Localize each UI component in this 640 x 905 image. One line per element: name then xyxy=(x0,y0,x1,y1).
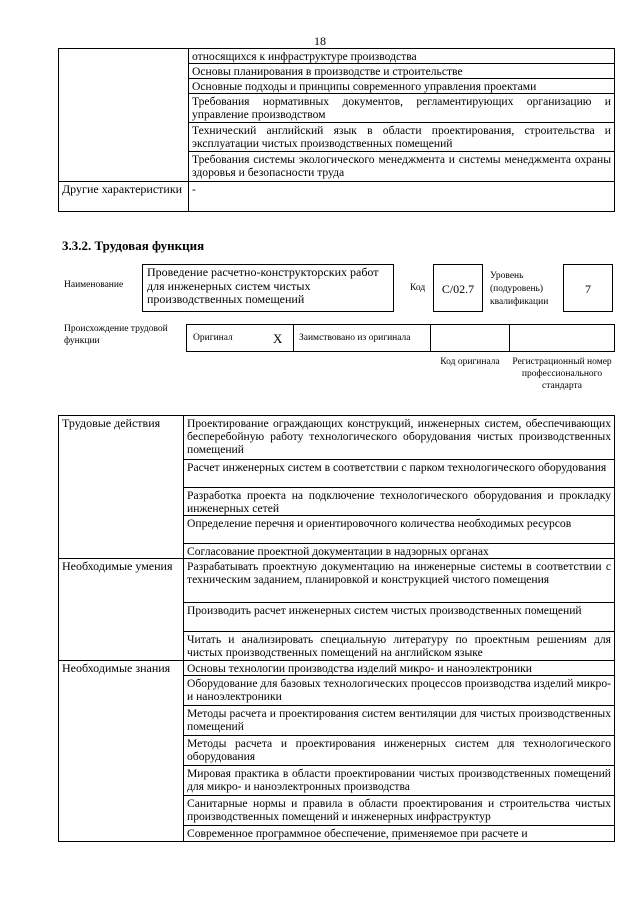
original-mark: X xyxy=(273,331,283,346)
origin-code-cell xyxy=(430,324,510,352)
knowledge-item: Технический английский язык в области проектирования, строительства и эксплуатации чистых производственных помещений xyxy=(189,123,615,152)
level-label: Уровень (подуровень) квалификации xyxy=(490,271,549,307)
original-cell xyxy=(186,324,294,352)
continued-knowledge-table xyxy=(58,48,615,212)
knowledge-item: Требования системы экологического менеджмента и системы менеджмента охраны здоровья и безопасности труда xyxy=(189,152,615,182)
borrowed-cell xyxy=(293,324,431,352)
page-number: 18 xyxy=(314,34,326,48)
skill-item: Читать и анализировать специальную литературу по проектным решениям для чистых производственных помещений на английском языке xyxy=(184,632,615,661)
function-name-box: Проведение расчетно-конструкторских работ для инженерных систем чистых производственных помещений xyxy=(142,264,394,312)
code-label: Код xyxy=(410,283,426,293)
empty-label-cell xyxy=(59,796,184,826)
empty-label-cell xyxy=(59,766,184,796)
other-characteristics-value: - xyxy=(189,182,615,212)
empty-label-cell xyxy=(59,49,189,64)
skill-item: Разрабатывать проектную документацию на инженерные системы в соответствии с техническим заданием, планировкой и конструкцией чистого помещения xyxy=(184,559,615,603)
knowledge-item: Требования нормативных документов, регламентирующих организацию и управление производством xyxy=(189,94,615,123)
knowledge-item: Основы планирования в производстве и строительстве xyxy=(189,64,615,79)
knowledge-item: относящихся к инфраструктуре производства xyxy=(189,49,615,64)
empty-label-cell xyxy=(59,603,184,632)
action-item: Расчет инженерных систем в соответствии с парком технологического оборудования xyxy=(184,460,615,488)
original-label: Оригинал xyxy=(193,333,233,343)
skills-label: Необходимые умения xyxy=(59,559,184,603)
empty-label-cell xyxy=(59,736,184,766)
knowledge-item: Методы расчета и проектирования инженерных систем для технологического оборудования xyxy=(184,736,615,766)
knowledge-item: Основные подходы и принципы современного управления проектами xyxy=(189,79,615,94)
knowledge-item: Оборудование для базовых технологических процессов производства изделий микро- и наноэлектроники xyxy=(184,676,615,706)
empty-label-cell xyxy=(59,152,189,182)
empty-label-cell xyxy=(59,544,184,559)
borrowed-label: Заимствовано из оригинала xyxy=(299,333,411,343)
knowledge-label: Необходимые знания xyxy=(59,661,184,676)
empty-label-cell xyxy=(59,79,189,94)
origin-label: Происхождение трудовой функции xyxy=(64,324,168,346)
function-code-box: C/02.7 xyxy=(433,264,483,312)
other-characteristics-label: Другие характеристики xyxy=(59,182,189,212)
empty-label-cell xyxy=(59,826,184,842)
name-label: Наименование xyxy=(64,280,124,290)
empty-label-cell xyxy=(59,516,184,544)
labor-function-table xyxy=(58,415,615,842)
empty-label-cell xyxy=(59,123,189,152)
knowledge-item: Санитарные нормы и правила в области проектирования и строительства чистых производственных помещений и инженерных инфраструктур xyxy=(184,796,615,826)
empty-label-cell xyxy=(59,706,184,736)
action-item: Разработка проекта на подключение технологического оборудования и прокладку инженерных сетей xyxy=(184,488,615,516)
knowledge-item: Современное программное обеспечение, применяемое при расчете и xyxy=(184,826,615,842)
empty-label-cell xyxy=(59,676,184,706)
skill-item: Производить расчет инженерных систем чистых производственных помещений xyxy=(184,603,615,632)
action-item: Определение перечня и ориентировочного количества необходимых ресурсов xyxy=(184,516,615,544)
empty-label-cell xyxy=(59,64,189,79)
knowledge-item: Основы технологии производства изделий микро- и наноэлектроники xyxy=(184,661,615,676)
action-item: Согласование проектной документации в надзорных органах xyxy=(184,544,615,559)
knowledge-item: Мировая практика в области проектировании чистых производственных помещений для микро- и наноэлектронных производства xyxy=(184,766,615,796)
actions-label: Трудовые действия xyxy=(59,416,184,460)
empty-label-cell xyxy=(59,460,184,488)
empty-label-cell xyxy=(59,632,184,661)
section-heading: 3.3.2. Трудовая функция xyxy=(62,238,205,253)
knowledge-item: Методы расчета и проектирования систем вентиляции для чистых производственных помещений xyxy=(184,706,615,736)
empty-label-cell xyxy=(59,488,184,516)
empty-label-cell xyxy=(59,94,189,123)
code-caption: Код оригинала xyxy=(440,357,500,367)
origin-reg-number-cell xyxy=(509,324,615,352)
function-level-box: 7 xyxy=(563,264,613,312)
reg-number-caption: Регистрационный номер профессионального стандарта xyxy=(512,357,612,391)
action-item: Проектирование ограждающих конструкций, инженерных систем, обеспечивающих бесперебойную работу технологического оборудования чистых производственных помещений xyxy=(184,416,615,460)
